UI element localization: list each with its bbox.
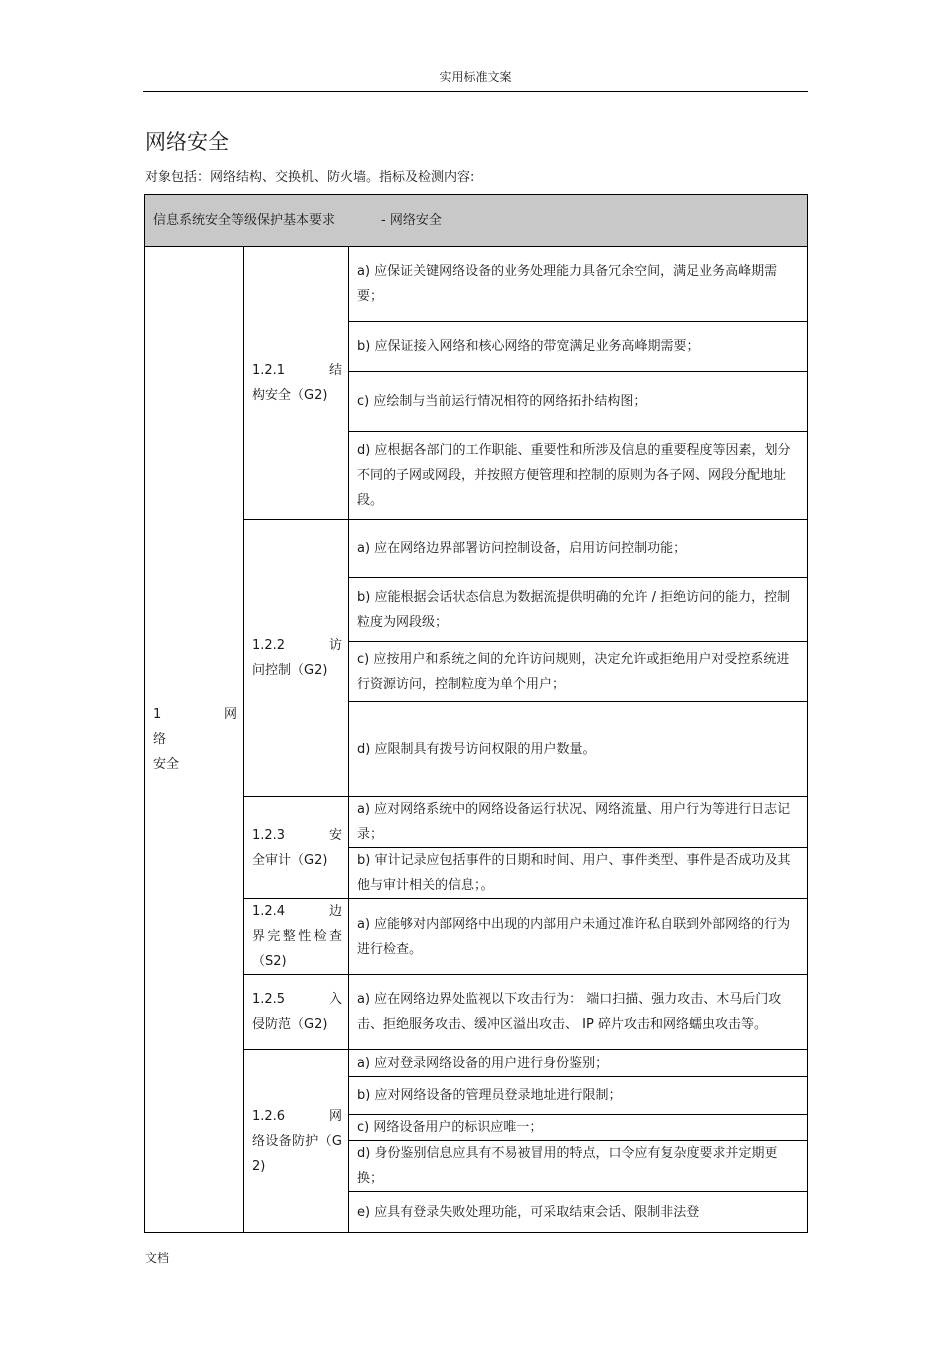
section-label: 1.2.4 边 界完整性检查（S2) (244, 899, 349, 975)
requirement-item: c) 应绘制与当前运行情况相符的网络拓扑结构图； (349, 372, 808, 432)
requirements-table (144, 194, 808, 1233)
intro-text: 对象包括：网络结构、交换机、防火墙。指标及检测内容: (145, 170, 475, 185)
header-rule (143, 91, 808, 92)
requirement-item: b) 审计记录应包括事件的日期和时间、用户、事件类型、事件是否成功及其他与审计相关的信息；。 (349, 848, 808, 899)
requirement-item: b) 应保证接入网络和核心网络的带宽满足业务高峰期需要； (349, 322, 808, 372)
table-header-left: 信息系统安全等级保护基本要求 (153, 213, 336, 228)
requirement-item: b) 应对网络设备的管理员登录地址进行限制； (349, 1077, 808, 1115)
requirement-item: a) 应对网络系统中的网络设备运行状况、网络流量、用户行为等进行日志记录； (349, 797, 808, 848)
category-name-a: 网络 (153, 707, 237, 747)
section-label: 1.2.6 网 络设备防护（G2) (244, 1050, 349, 1233)
requirement-item: d) 应限制具有拨号访问权限的用户数量。 (349, 702, 808, 797)
category-cell (145, 247, 244, 1233)
requirement-item: e) 应具有登录失败处理功能，可采取结束会话、限制非法登 (349, 1192, 808, 1233)
requirement-item: c) 应按用户和系统之间的允许访问规则，决定允许或拒绝用户对受控系统进行资源访问，控制粒度为单个用户； (349, 642, 808, 702)
section-label: 1.2.2 访 问控制（G2) (244, 520, 349, 797)
requirement-item: b) 应能根据会话状态信息为数据流提供明确的允许 / 拒绝访问的能力，控制粒度为网段级； (349, 578, 808, 642)
requirement-item: c) 网络设备用户的标识应唯一； (349, 1115, 808, 1141)
page-title: 网络安全 (145, 130, 229, 154)
category-number: 1 (153, 707, 162, 722)
page-footer: 文档 (145, 1251, 170, 1265)
requirement-item: d) 应根据各部门的工作职能、重要性和所涉及信息的重要程度等因素，划分不同的子网或网段，并按照方便管理和控制的原则为各子网、网段分配地址段。 (349, 432, 808, 520)
section-label: 1.2.5 入 侵防范（G2) (244, 975, 349, 1050)
section-label: 1.2.3 安 全审计（G2) (244, 797, 349, 899)
table-header (145, 195, 808, 247)
section-label: 1.2.1 结 构安全（G2) (244, 247, 349, 520)
requirement-item: a) 应保证关键网络设备的业务处理能力具备冗余空间，满足业务高峰期需要； (349, 247, 808, 322)
page-header: 实用标准文案 (439, 70, 512, 84)
requirement-item: a) 应能够对内部网络中出现的内部用户未通过准许私自联到外部网络的行为进行检查。 (349, 899, 808, 975)
table-header-right: - 网络安全 (381, 213, 442, 228)
requirement-item: a) 应在网络边界处监视以下攻击行为： 端口扫描、强力攻击、木马后门攻击、拒绝服务攻击、缓冲区溢出攻击、 IP 碎片攻击和网络蠕虫攻击等。 (349, 975, 808, 1050)
requirement-item: d) 身份鉴别信息应具有不易被冒用的特点，口令应有复杂度要求并定期更换； (349, 1141, 808, 1192)
requirement-item: a) 应在网络边界部署访问控制设备，启用访问控制功能； (349, 520, 808, 578)
requirement-item: a) 应对登录网络设备的用户进行身份鉴别； (349, 1050, 808, 1077)
category-name-b: 安全 (153, 757, 180, 772)
